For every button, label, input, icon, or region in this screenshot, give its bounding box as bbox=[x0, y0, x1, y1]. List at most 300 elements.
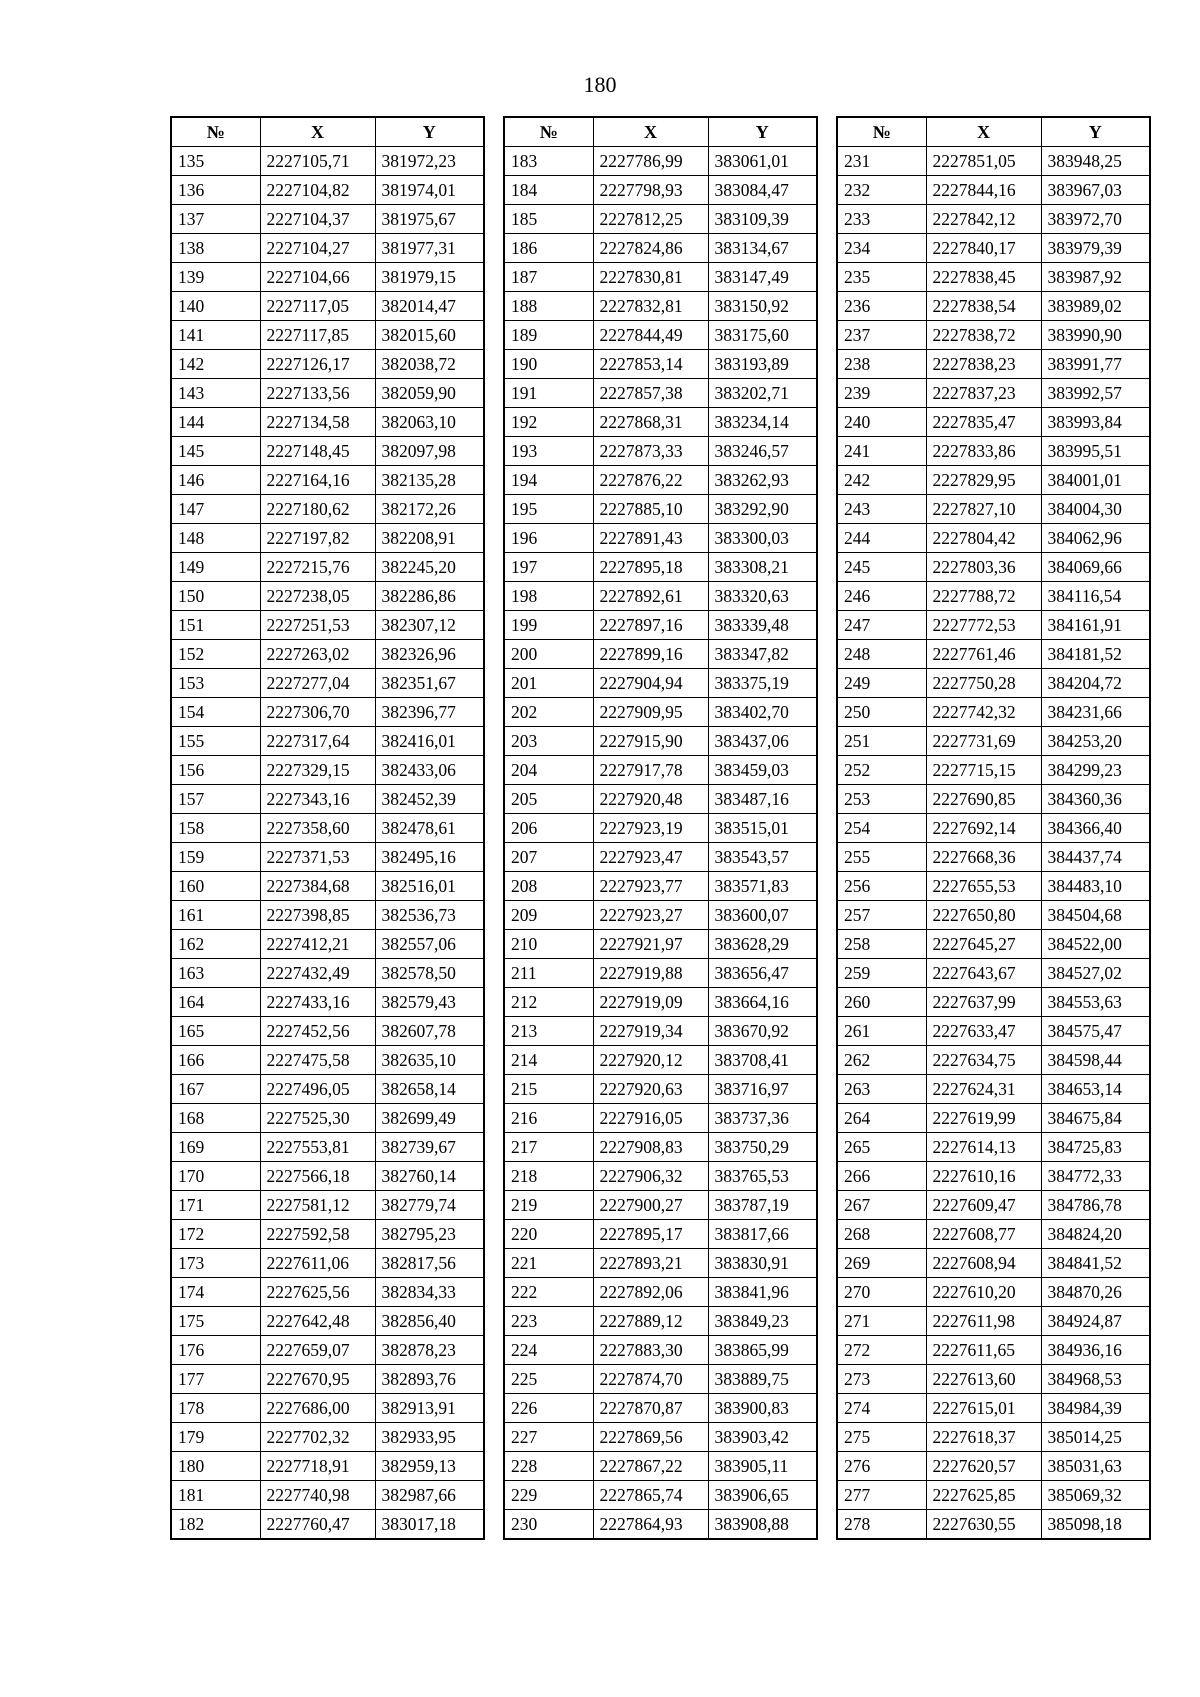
point-number-cell: 178 bbox=[171, 1394, 260, 1423]
table-row bbox=[504, 814, 817, 843]
table-row bbox=[837, 930, 1150, 959]
point-number-cell: 233 bbox=[837, 205, 926, 234]
point-number-cell: 227 bbox=[504, 1423, 593, 1452]
x-coordinate-cell: 2227838,45 bbox=[926, 263, 1041, 292]
point-number-cell: 158 bbox=[171, 814, 260, 843]
column-header-y: Y bbox=[375, 117, 484, 147]
y-coordinate-cell: 382172,26 bbox=[375, 495, 484, 524]
point-number-cell: 213 bbox=[504, 1017, 593, 1046]
x-coordinate-cell: 2227869,56 bbox=[593, 1423, 708, 1452]
table-row bbox=[504, 1307, 817, 1336]
y-coordinate-cell: 382658,14 bbox=[375, 1075, 484, 1104]
y-coordinate-cell: 383628,29 bbox=[708, 930, 817, 959]
x-coordinate-cell: 2227895,18 bbox=[593, 553, 708, 582]
y-coordinate-cell: 384181,52 bbox=[1041, 640, 1150, 669]
table-row bbox=[171, 930, 484, 959]
table-row bbox=[504, 553, 817, 582]
y-coordinate-cell: 382760,14 bbox=[375, 1162, 484, 1191]
y-coordinate-cell: 384824,20 bbox=[1041, 1220, 1150, 1249]
table-row bbox=[837, 1075, 1150, 1104]
x-coordinate-cell: 2227615,01 bbox=[926, 1394, 1041, 1423]
y-coordinate-cell: 382416,01 bbox=[375, 727, 484, 756]
y-coordinate-cell: 382208,91 bbox=[375, 524, 484, 553]
x-coordinate-cell: 2227921,97 bbox=[593, 930, 708, 959]
y-coordinate-cell: 383320,63 bbox=[708, 582, 817, 611]
table-row bbox=[504, 1075, 817, 1104]
point-number-cell: 268 bbox=[837, 1220, 926, 1249]
column-header-number: № bbox=[504, 117, 593, 147]
table-row bbox=[171, 872, 484, 901]
point-number-cell: 257 bbox=[837, 901, 926, 930]
y-coordinate-cell: 383906,65 bbox=[708, 1481, 817, 1510]
y-coordinate-cell: 384924,87 bbox=[1041, 1307, 1150, 1336]
y-coordinate-cell: 384360,36 bbox=[1041, 785, 1150, 814]
x-coordinate-cell: 2227718,91 bbox=[260, 1452, 375, 1481]
y-coordinate-cell: 383061,01 bbox=[708, 147, 817, 176]
y-coordinate-cell: 383903,42 bbox=[708, 1423, 817, 1452]
table-row bbox=[504, 669, 817, 698]
x-coordinate-cell: 2227919,88 bbox=[593, 959, 708, 988]
x-coordinate-cell: 2227824,86 bbox=[593, 234, 708, 263]
point-number-cell: 275 bbox=[837, 1423, 926, 1452]
table-row bbox=[504, 176, 817, 205]
point-number-cell: 157 bbox=[171, 785, 260, 814]
coordinate-table-2 bbox=[503, 116, 818, 1540]
y-coordinate-cell: 382038,72 bbox=[375, 350, 484, 379]
y-coordinate-cell: 382097,98 bbox=[375, 437, 484, 466]
x-coordinate-cell: 2227215,76 bbox=[260, 553, 375, 582]
x-coordinate-cell: 2227645,27 bbox=[926, 930, 1041, 959]
table-row bbox=[171, 1017, 484, 1046]
point-number-cell: 273 bbox=[837, 1365, 926, 1394]
table-row bbox=[171, 1510, 484, 1540]
x-coordinate-cell: 2227923,77 bbox=[593, 872, 708, 901]
y-coordinate-cell: 382987,66 bbox=[375, 1481, 484, 1510]
table-row bbox=[837, 756, 1150, 785]
table-row bbox=[504, 1365, 817, 1394]
y-coordinate-cell: 383979,39 bbox=[1041, 234, 1150, 263]
point-number-cell: 270 bbox=[837, 1278, 926, 1307]
table-row bbox=[171, 814, 484, 843]
x-coordinate-cell: 2227496,05 bbox=[260, 1075, 375, 1104]
y-coordinate-cell: 383750,29 bbox=[708, 1133, 817, 1162]
x-coordinate-cell: 2227104,27 bbox=[260, 234, 375, 263]
table-row bbox=[504, 1481, 817, 1510]
x-coordinate-cell: 2227475,58 bbox=[260, 1046, 375, 1075]
point-number-cell: 243 bbox=[837, 495, 926, 524]
y-coordinate-cell: 384841,52 bbox=[1041, 1249, 1150, 1278]
table-row bbox=[171, 1191, 484, 1220]
y-coordinate-cell: 383292,90 bbox=[708, 495, 817, 524]
table-row bbox=[171, 1481, 484, 1510]
table-row bbox=[837, 1162, 1150, 1191]
table-row bbox=[171, 582, 484, 611]
point-number-cell: 142 bbox=[171, 350, 260, 379]
x-coordinate-cell: 2227329,15 bbox=[260, 756, 375, 785]
y-coordinate-cell: 383308,21 bbox=[708, 553, 817, 582]
x-coordinate-cell: 2227920,48 bbox=[593, 785, 708, 814]
x-coordinate-cell: 2227609,47 bbox=[926, 1191, 1041, 1220]
point-number-cell: 247 bbox=[837, 611, 926, 640]
y-coordinate-cell: 383202,71 bbox=[708, 379, 817, 408]
point-number-cell: 230 bbox=[504, 1510, 593, 1540]
table-row bbox=[504, 263, 817, 292]
point-number-cell: 150 bbox=[171, 582, 260, 611]
x-coordinate-cell: 2227624,31 bbox=[926, 1075, 1041, 1104]
point-number-cell: 195 bbox=[504, 495, 593, 524]
x-coordinate-cell: 2227909,95 bbox=[593, 698, 708, 727]
table-row bbox=[504, 234, 817, 263]
x-coordinate-cell: 2227883,30 bbox=[593, 1336, 708, 1365]
table-row bbox=[171, 1220, 484, 1249]
point-number-cell: 145 bbox=[171, 437, 260, 466]
point-number-cell: 269 bbox=[837, 1249, 926, 1278]
table-row bbox=[504, 437, 817, 466]
point-number-cell: 244 bbox=[837, 524, 926, 553]
y-coordinate-cell: 384725,83 bbox=[1041, 1133, 1150, 1162]
x-coordinate-cell: 2227133,56 bbox=[260, 379, 375, 408]
table-row bbox=[171, 1133, 484, 1162]
y-coordinate-cell: 384936,16 bbox=[1041, 1336, 1150, 1365]
point-number-cell: 242 bbox=[837, 466, 926, 495]
point-number-cell: 177 bbox=[171, 1365, 260, 1394]
point-number-cell: 266 bbox=[837, 1162, 926, 1191]
page-number: 180 bbox=[583, 72, 617, 97]
y-coordinate-cell: 384527,02 bbox=[1041, 959, 1150, 988]
y-coordinate-cell: 384062,96 bbox=[1041, 524, 1150, 553]
table-row bbox=[171, 234, 484, 263]
x-coordinate-cell: 2227620,57 bbox=[926, 1452, 1041, 1481]
table-row bbox=[837, 1046, 1150, 1075]
x-coordinate-cell: 2227900,27 bbox=[593, 1191, 708, 1220]
x-coordinate-cell: 2227104,82 bbox=[260, 176, 375, 205]
table-row bbox=[837, 901, 1150, 930]
point-number-cell: 241 bbox=[837, 437, 926, 466]
y-coordinate-cell: 384504,68 bbox=[1041, 901, 1150, 930]
x-coordinate-cell: 2227371,53 bbox=[260, 843, 375, 872]
y-coordinate-cell: 383849,23 bbox=[708, 1307, 817, 1336]
x-coordinate-cell: 2227610,16 bbox=[926, 1162, 1041, 1191]
point-number-cell: 222 bbox=[504, 1278, 593, 1307]
x-coordinate-cell: 2227613,60 bbox=[926, 1365, 1041, 1394]
table-row bbox=[504, 321, 817, 350]
y-coordinate-cell: 383487,16 bbox=[708, 785, 817, 814]
y-coordinate-cell: 382933,95 bbox=[375, 1423, 484, 1452]
x-coordinate-cell: 2227659,07 bbox=[260, 1336, 375, 1365]
point-number-cell: 232 bbox=[837, 176, 926, 205]
y-coordinate-cell: 383737,36 bbox=[708, 1104, 817, 1133]
x-coordinate-cell: 2227760,47 bbox=[260, 1510, 375, 1540]
point-number-cell: 184 bbox=[504, 176, 593, 205]
x-coordinate-cell: 2227853,14 bbox=[593, 350, 708, 379]
table-row bbox=[837, 1104, 1150, 1133]
point-number-cell: 225 bbox=[504, 1365, 593, 1394]
y-coordinate-cell: 383708,41 bbox=[708, 1046, 817, 1075]
table-row bbox=[504, 930, 817, 959]
y-coordinate-cell: 384299,23 bbox=[1041, 756, 1150, 785]
point-number-cell: 251 bbox=[837, 727, 926, 756]
x-coordinate-cell: 2227750,28 bbox=[926, 669, 1041, 698]
y-coordinate-cell: 384553,63 bbox=[1041, 988, 1150, 1017]
table-row bbox=[171, 1307, 484, 1336]
point-number-cell: 249 bbox=[837, 669, 926, 698]
point-number-cell: 203 bbox=[504, 727, 593, 756]
y-coordinate-cell: 382579,43 bbox=[375, 988, 484, 1017]
x-coordinate-cell: 2227668,36 bbox=[926, 843, 1041, 872]
y-coordinate-cell: 383972,70 bbox=[1041, 205, 1150, 234]
point-number-cell: 192 bbox=[504, 408, 593, 437]
point-number-cell: 207 bbox=[504, 843, 593, 872]
x-coordinate-cell: 2227920,12 bbox=[593, 1046, 708, 1075]
y-coordinate-cell: 383765,53 bbox=[708, 1162, 817, 1191]
table-row bbox=[171, 321, 484, 350]
x-coordinate-cell: 2227742,32 bbox=[926, 698, 1041, 727]
point-number-cell: 162 bbox=[171, 930, 260, 959]
y-coordinate-cell: 383017,18 bbox=[375, 1510, 484, 1540]
table-row bbox=[837, 959, 1150, 988]
table-row bbox=[837, 727, 1150, 756]
table-row bbox=[504, 611, 817, 640]
table-row bbox=[504, 756, 817, 785]
point-number-cell: 205 bbox=[504, 785, 593, 814]
y-coordinate-cell: 384004,30 bbox=[1041, 495, 1150, 524]
point-number-cell: 141 bbox=[171, 321, 260, 350]
x-coordinate-cell: 2227105,71 bbox=[260, 147, 375, 176]
y-coordinate-cell: 382478,61 bbox=[375, 814, 484, 843]
y-coordinate-cell: 383987,92 bbox=[1041, 263, 1150, 292]
y-coordinate-cell: 383234,14 bbox=[708, 408, 817, 437]
point-number-cell: 153 bbox=[171, 669, 260, 698]
x-coordinate-cell: 2227885,10 bbox=[593, 495, 708, 524]
table-row bbox=[504, 1510, 817, 1540]
point-number-cell: 185 bbox=[504, 205, 593, 234]
y-coordinate-cell: 383175,60 bbox=[708, 321, 817, 350]
y-coordinate-cell: 383991,77 bbox=[1041, 350, 1150, 379]
table-row bbox=[171, 205, 484, 234]
y-coordinate-cell: 383109,39 bbox=[708, 205, 817, 234]
y-coordinate-cell: 383908,88 bbox=[708, 1510, 817, 1540]
y-coordinate-cell: 385098,18 bbox=[1041, 1510, 1150, 1540]
point-number-cell: 147 bbox=[171, 495, 260, 524]
table-row bbox=[504, 843, 817, 872]
y-coordinate-cell: 382959,13 bbox=[375, 1452, 484, 1481]
point-number-cell: 229 bbox=[504, 1481, 593, 1510]
table-row bbox=[837, 176, 1150, 205]
table-row bbox=[171, 1278, 484, 1307]
point-number-cell: 236 bbox=[837, 292, 926, 321]
table-row bbox=[837, 1220, 1150, 1249]
table-row bbox=[504, 1162, 817, 1191]
x-coordinate-cell: 2227625,56 bbox=[260, 1278, 375, 1307]
y-coordinate-cell: 384116,54 bbox=[1041, 582, 1150, 611]
x-coordinate-cell: 2227633,47 bbox=[926, 1017, 1041, 1046]
point-number-cell: 221 bbox=[504, 1249, 593, 1278]
x-coordinate-cell: 2227772,53 bbox=[926, 611, 1041, 640]
table-row bbox=[837, 1191, 1150, 1220]
x-coordinate-cell: 2227117,85 bbox=[260, 321, 375, 350]
y-coordinate-cell: 383571,83 bbox=[708, 872, 817, 901]
y-coordinate-cell: 384366,40 bbox=[1041, 814, 1150, 843]
x-coordinate-cell: 2227581,12 bbox=[260, 1191, 375, 1220]
table-row bbox=[504, 292, 817, 321]
x-coordinate-cell: 2227812,25 bbox=[593, 205, 708, 234]
x-coordinate-cell: 2227715,15 bbox=[926, 756, 1041, 785]
y-coordinate-cell: 382699,49 bbox=[375, 1104, 484, 1133]
table-row bbox=[504, 524, 817, 553]
point-number-cell: 179 bbox=[171, 1423, 260, 1452]
point-number-cell: 189 bbox=[504, 321, 593, 350]
x-coordinate-cell: 2227870,87 bbox=[593, 1394, 708, 1423]
y-coordinate-cell: 382536,73 bbox=[375, 901, 484, 930]
y-coordinate-cell: 383459,03 bbox=[708, 756, 817, 785]
y-coordinate-cell: 382913,91 bbox=[375, 1394, 484, 1423]
table-row bbox=[171, 1452, 484, 1481]
x-coordinate-cell: 2227833,86 bbox=[926, 437, 1041, 466]
point-number-cell: 235 bbox=[837, 263, 926, 292]
point-number-cell: 202 bbox=[504, 698, 593, 727]
x-coordinate-cell: 2227804,42 bbox=[926, 524, 1041, 553]
y-coordinate-cell: 385014,25 bbox=[1041, 1423, 1150, 1452]
table-row bbox=[504, 1017, 817, 1046]
x-coordinate-cell: 2227637,99 bbox=[926, 988, 1041, 1017]
table-row bbox=[504, 988, 817, 1017]
y-coordinate-cell: 383375,19 bbox=[708, 669, 817, 698]
y-coordinate-cell: 382834,33 bbox=[375, 1278, 484, 1307]
y-coordinate-cell: 384483,10 bbox=[1041, 872, 1150, 901]
table-row bbox=[171, 785, 484, 814]
table-row bbox=[837, 669, 1150, 698]
x-coordinate-cell: 2227895,17 bbox=[593, 1220, 708, 1249]
table-row bbox=[504, 1423, 817, 1452]
column-header-y: Y bbox=[1041, 117, 1150, 147]
y-coordinate-cell: 383990,90 bbox=[1041, 321, 1150, 350]
table-row bbox=[504, 1046, 817, 1075]
y-coordinate-cell: 382516,01 bbox=[375, 872, 484, 901]
y-coordinate-cell: 383967,03 bbox=[1041, 176, 1150, 205]
x-coordinate-cell: 2227608,77 bbox=[926, 1220, 1041, 1249]
y-coordinate-cell: 383437,06 bbox=[708, 727, 817, 756]
x-coordinate-cell: 2227358,60 bbox=[260, 814, 375, 843]
x-coordinate-cell: 2227915,90 bbox=[593, 727, 708, 756]
point-number-cell: 155 bbox=[171, 727, 260, 756]
x-coordinate-cell: 2227835,47 bbox=[926, 408, 1041, 437]
point-number-cell: 186 bbox=[504, 234, 593, 263]
y-coordinate-cell: 382817,56 bbox=[375, 1249, 484, 1278]
y-coordinate-cell: 382795,23 bbox=[375, 1220, 484, 1249]
table-row bbox=[504, 408, 817, 437]
x-coordinate-cell: 2227840,17 bbox=[926, 234, 1041, 263]
table-row bbox=[837, 582, 1150, 611]
column-header-number: № bbox=[837, 117, 926, 147]
point-number-cell: 218 bbox=[504, 1162, 593, 1191]
table-row bbox=[504, 1394, 817, 1423]
x-coordinate-cell: 2227618,37 bbox=[926, 1423, 1041, 1452]
x-coordinate-cell: 2227864,93 bbox=[593, 1510, 708, 1540]
point-number-cell: 253 bbox=[837, 785, 926, 814]
table-header-row bbox=[837, 117, 1150, 147]
x-coordinate-cell: 2227919,34 bbox=[593, 1017, 708, 1046]
table-row bbox=[837, 1249, 1150, 1278]
point-number-cell: 258 bbox=[837, 930, 926, 959]
point-number-cell: 206 bbox=[504, 814, 593, 843]
table-row bbox=[504, 582, 817, 611]
x-coordinate-cell: 2227923,19 bbox=[593, 814, 708, 843]
point-number-cell: 176 bbox=[171, 1336, 260, 1365]
point-number-cell: 260 bbox=[837, 988, 926, 1017]
x-coordinate-cell: 2227851,05 bbox=[926, 147, 1041, 176]
point-number-cell: 183 bbox=[504, 147, 593, 176]
y-coordinate-cell: 382396,77 bbox=[375, 698, 484, 727]
y-coordinate-cell: 382015,60 bbox=[375, 321, 484, 350]
table-row bbox=[171, 669, 484, 698]
x-coordinate-cell: 2227650,80 bbox=[926, 901, 1041, 930]
point-number-cell: 201 bbox=[504, 669, 593, 698]
point-number-cell: 245 bbox=[837, 553, 926, 582]
point-number-cell: 135 bbox=[171, 147, 260, 176]
point-number-cell: 146 bbox=[171, 466, 260, 495]
x-coordinate-cell: 2227916,05 bbox=[593, 1104, 708, 1133]
y-coordinate-cell: 383993,84 bbox=[1041, 408, 1150, 437]
x-coordinate-cell: 2227702,32 bbox=[260, 1423, 375, 1452]
table-row bbox=[837, 1365, 1150, 1394]
table-row bbox=[171, 176, 484, 205]
table-row bbox=[837, 553, 1150, 582]
point-number-cell: 211 bbox=[504, 959, 593, 988]
y-coordinate-cell: 383995,51 bbox=[1041, 437, 1150, 466]
point-number-cell: 160 bbox=[171, 872, 260, 901]
table-row bbox=[504, 1336, 817, 1365]
x-coordinate-cell: 2227251,53 bbox=[260, 611, 375, 640]
x-coordinate-cell: 2227923,47 bbox=[593, 843, 708, 872]
y-coordinate-cell: 382557,06 bbox=[375, 930, 484, 959]
table-row bbox=[171, 756, 484, 785]
point-number-cell: 248 bbox=[837, 640, 926, 669]
y-coordinate-cell: 383889,75 bbox=[708, 1365, 817, 1394]
point-number-cell: 140 bbox=[171, 292, 260, 321]
x-coordinate-cell: 2227830,81 bbox=[593, 263, 708, 292]
point-number-cell: 159 bbox=[171, 843, 260, 872]
y-coordinate-cell: 383948,25 bbox=[1041, 147, 1150, 176]
point-number-cell: 223 bbox=[504, 1307, 593, 1336]
y-coordinate-cell: 383084,47 bbox=[708, 176, 817, 205]
x-coordinate-cell: 2227610,20 bbox=[926, 1278, 1041, 1307]
x-coordinate-cell: 2227897,16 bbox=[593, 611, 708, 640]
y-coordinate-cell: 382856,40 bbox=[375, 1307, 484, 1336]
y-coordinate-cell: 382014,47 bbox=[375, 292, 484, 321]
point-number-cell: 255 bbox=[837, 843, 926, 872]
table-row bbox=[171, 408, 484, 437]
x-coordinate-cell: 2227904,94 bbox=[593, 669, 708, 698]
point-number-cell: 149 bbox=[171, 553, 260, 582]
table-row bbox=[837, 1452, 1150, 1481]
point-number-cell: 168 bbox=[171, 1104, 260, 1133]
point-number-cell: 169 bbox=[171, 1133, 260, 1162]
table-row bbox=[171, 1249, 484, 1278]
x-coordinate-cell: 2227433,16 bbox=[260, 988, 375, 1017]
point-number-cell: 152 bbox=[171, 640, 260, 669]
table-header-row bbox=[504, 117, 817, 147]
x-coordinate-cell: 2227829,95 bbox=[926, 466, 1041, 495]
table-row bbox=[171, 1336, 484, 1365]
table-row bbox=[504, 872, 817, 901]
table-row bbox=[837, 234, 1150, 263]
x-coordinate-cell: 2227306,70 bbox=[260, 698, 375, 727]
x-coordinate-cell: 2227837,23 bbox=[926, 379, 1041, 408]
y-coordinate-cell: 384870,26 bbox=[1041, 1278, 1150, 1307]
table-row bbox=[837, 872, 1150, 901]
column-header-x: X bbox=[593, 117, 708, 147]
x-coordinate-cell: 2227611,65 bbox=[926, 1336, 1041, 1365]
